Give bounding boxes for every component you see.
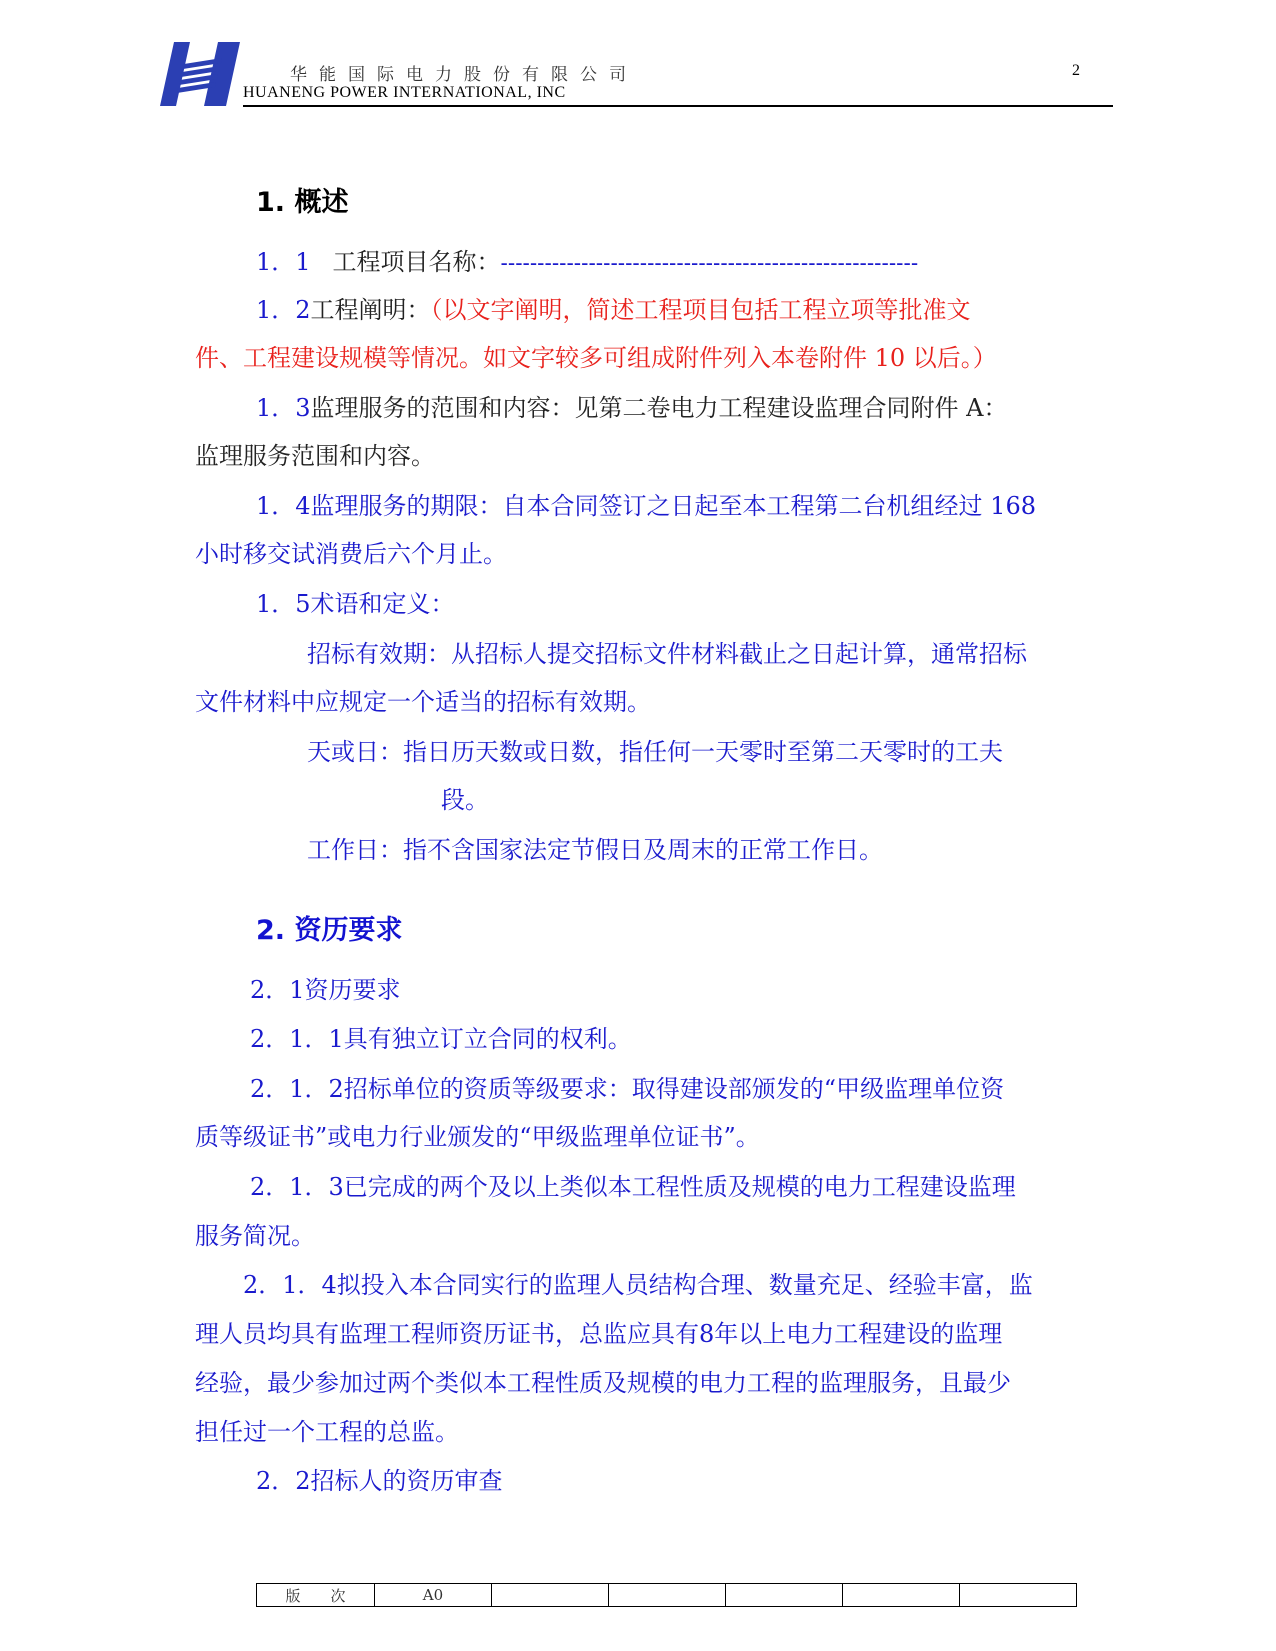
item-1-4: [256, 494, 1036, 518]
item-2-1-4-cont-1: 理人员均具有监理工程师资历证书，总监应具有8年以上电力工程建设的监理: [195, 1320, 1003, 1348]
item-text: （以文字阐明，简述工程项目包括工程立项等批准文: [430, 296, 971, 324]
item-2-1-2-cont: 质等级证书”或电力行业颁发的“甲级监理单位证书”。: [195, 1123, 760, 1151]
item-label: 工程项目名称：: [332, 248, 501, 276]
definition-bid-validity-cont: 文件材料中应规定一个适当的招标有效期。: [195, 688, 651, 716]
company-name-cn: 华能国际电力股份有限公司: [290, 65, 638, 85]
item-2-2: 2．2招标人的资历审查: [256, 1467, 503, 1495]
item-1-2-cont: 件、工程建设规模等情况。如文字较多可组成附件列入本卷附件 10 以后。）: [195, 344, 997, 372]
item-number: 1．3: [256, 394, 311, 422]
blank-cell: [726, 1584, 843, 1607]
item-1-4-cont: 小时移交试消费后六个月止。: [195, 540, 507, 568]
blank-cell: [492, 1584, 609, 1607]
blank-cell: [960, 1584, 1077, 1607]
item-text: 监理服务的期限：自本合同签订之日起至本工程第二台机组经过 168: [310, 492, 1036, 520]
version-value-cell: A0: [375, 1584, 492, 1607]
company-name-en: HUANENG POWER INTERNATIONAL, INC: [243, 84, 566, 101]
item-1-3-cont: 监理服务范围和内容。: [195, 442, 435, 470]
item-number: 1．5: [256, 590, 311, 618]
item-label: 工程阐明：: [310, 296, 431, 324]
item-text: 术语和定义：: [310, 590, 455, 618]
item-1-1: [256, 250, 918, 274]
item-2-1-4-cont-2: 经验，最少参加过两个类似本工程性质及规模的电力工程的监理服务，且最少: [195, 1369, 1011, 1397]
item-2-1: 2．1资历要求: [250, 976, 401, 1004]
blank-cell: [609, 1584, 726, 1607]
definition-bid-validity: 招标有效期：从招标人提交招标文件材料截止之日起计算，通常招标: [307, 640, 1027, 668]
item-number: 1．1: [256, 248, 311, 276]
page-number: 2: [1072, 62, 1080, 79]
item-number: 1．4: [256, 492, 311, 520]
item-2-1-2: 2．1．2招标单位的资质等级要求：取得建设部颁发的“甲级监理单位资: [250, 1075, 1005, 1103]
item-number: 1．2: [256, 296, 311, 324]
blank-cell: [843, 1584, 960, 1607]
item-text: 监理服务的范围和内容：见第二卷电力工程建设监理合同附件 A：: [310, 394, 1008, 422]
item-2-1-4: 2．1．4拟投入本合同实行的监理人员结构合理、数量充足、经验丰富，监: [243, 1271, 1033, 1299]
definition-day: 天或日：指日历天数或日数，指任何一天零时至第二天零时的工夫: [307, 738, 1003, 766]
definition-workday: 工作日：指不含国家法定节假日及周末的正常工作日。: [307, 836, 883, 864]
huaneng-h-logo-icon: [160, 42, 240, 106]
table-row: [257, 1584, 1077, 1607]
item-2-1-4-cont-3: 担任过一个工程的总监。: [195, 1418, 459, 1446]
header-rule: [243, 105, 1113, 107]
item-1-5: [256, 592, 455, 616]
section-1-title: 1. 概述: [256, 187, 349, 218]
item-2-1-3-cont: 服务简况。: [195, 1222, 315, 1250]
version-label-cell: 版 次: [257, 1584, 375, 1607]
fill-in-dashes: ---------------------------------------------------------: [500, 250, 919, 275]
section-2-title: 2. 资历要求: [256, 915, 403, 946]
item-1-3: [256, 396, 1008, 420]
definition-day-cont: 段。: [441, 786, 489, 814]
item-1-2: [256, 298, 971, 322]
item-2-1-1: 2．1．1具有独立订立合同的权利。: [250, 1025, 632, 1053]
item-2-1-3: 2．1．3已完成的两个及以上类似本工程性质及规模的电力工程建设监理: [250, 1173, 1016, 1201]
version-table: [256, 1583, 1077, 1607]
